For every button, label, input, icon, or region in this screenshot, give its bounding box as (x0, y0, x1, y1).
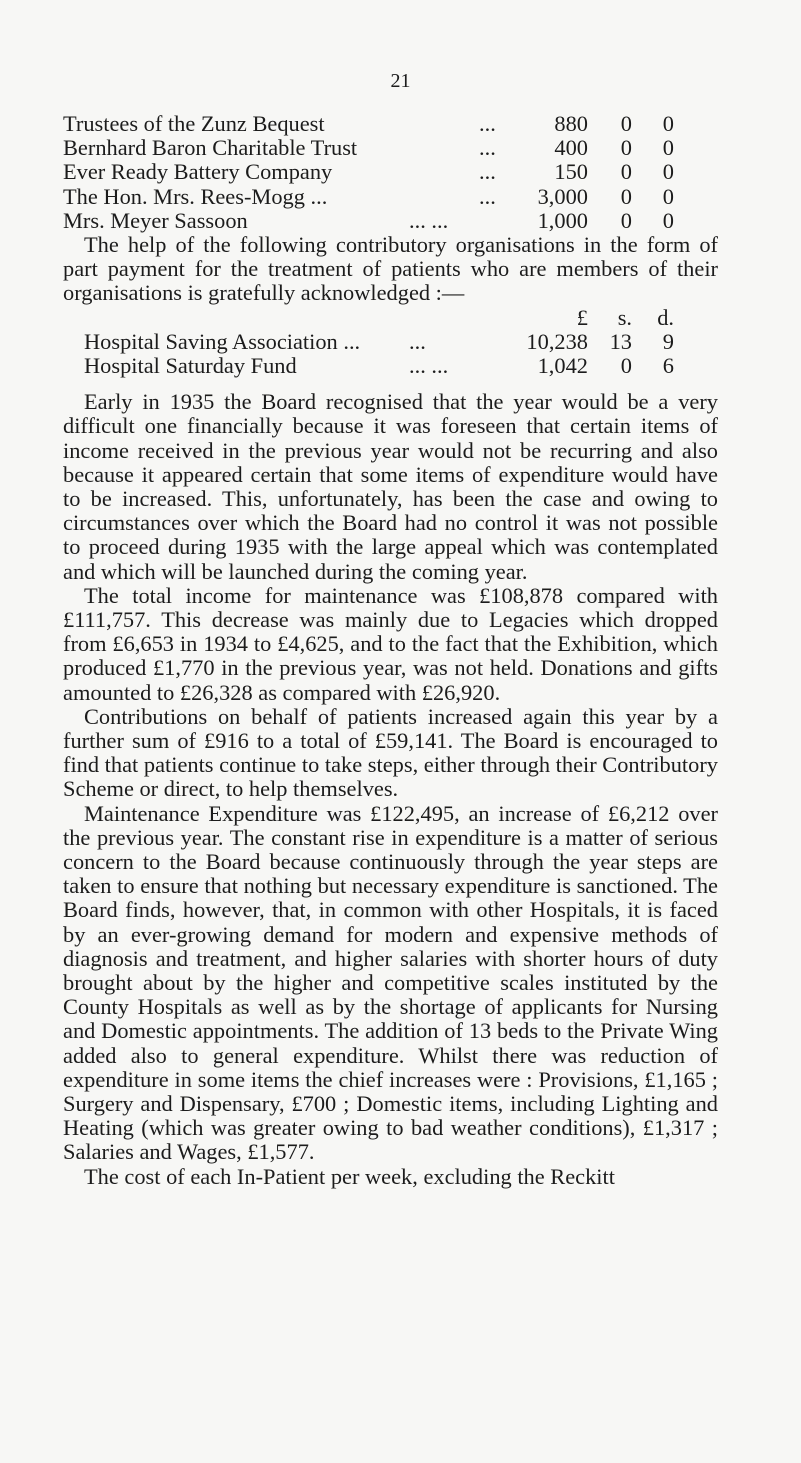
donation-row (63, 209, 718, 233)
donation-shillings: 0 (620, 183, 632, 209)
shillings-header: s. (617, 304, 632, 330)
contribution-pence: 9 (662, 328, 674, 354)
paragraph-contributions: Contributions on behalf of patients increased again this year by a further sum of £916 to a total of £59,141. The Board is encouraged to find that patients continue to take steps, either through their Contributory Scheme or direct, to help themselves. (63, 703, 718, 802)
contributory-row (63, 330, 718, 354)
pence-header: d. (657, 304, 674, 330)
contribution-pounds: 10,238 (526, 328, 588, 354)
donation-shillings: 0 (620, 207, 632, 233)
donation-shillings: 0 (620, 135, 632, 161)
page-content (63, 112, 718, 1189)
donor-name: Ever Ready Battery Company ... (63, 159, 496, 185)
donation-pence: 0 (662, 207, 674, 233)
contribution-shillings: 13 (609, 328, 632, 354)
pounds-header: £ (576, 304, 588, 330)
donation-row (63, 112, 718, 136)
donation-row (63, 136, 718, 160)
donor-name: Bernhard Baron Charitable Trust ... (63, 135, 496, 161)
donor-name: The Hon. Mrs. Rees-Mogg ... ... (63, 183, 496, 209)
donor-name: Mrs. Meyer Sassoon ... ... (63, 207, 449, 233)
contribution-pence: 6 (662, 352, 674, 378)
contributory-row (63, 354, 718, 378)
donation-pounds: 880 (554, 111, 588, 136)
page-number: 21 (390, 70, 411, 92)
donation-pence: 0 (662, 135, 674, 161)
donation-row (63, 185, 718, 209)
donation-pence: 0 (662, 159, 674, 185)
donation-pounds: 150 (554, 159, 588, 185)
paragraph-in-patient-cost: The cost of each In-Patient per week, excluding the Reckitt (84, 1163, 615, 1189)
organisation-name: Hospital Saving Association ... ... (84, 328, 426, 354)
donation-pounds: 3,000 (537, 183, 588, 209)
donor-name: Trustees of the Zunz Bequest ... (63, 111, 496, 136)
paragraph-total-income: The total income for maintenance was £108,878 compared with £111,757. This decrease was mainly due to Legacies which dropped from £6,653 in 1934 to £4,625, and to the fact that the Exhibition, which produced £1,770 in the previous year, was not held. Donations and gifts amounted to £26,328 as compared with £26,920. (63, 582, 718, 705)
paragraph-financial-outlook: Early in 1935 the Board recognised that the year would be a very difficult one financially because it was foreseen that certain items of income received in the previous year would not be recurring and also because it appeared certain that some items of expenditure would have to be increased. This, unfortunately, has been the case and owing to circumstances over which the Board had no control it was not possible to proceed during 1935 with the large appeal which was contemplated and which will be launched during the coming year. (63, 389, 718, 584)
currency-header (63, 306, 718, 330)
donation-row (63, 160, 718, 184)
intro-paragraph: The help of the following contributory organisations in the form of part payment for the treatment of patients who are members of their organisations is gratefully acknowledged :— (63, 231, 718, 306)
donation-pence: 0 (662, 183, 674, 209)
organisation-name: Hospital Saturday Fund ... ... (84, 352, 449, 378)
donation-pence: 0 (662, 111, 674, 136)
donation-shillings: 0 (620, 111, 632, 136)
paragraph-maintenance-expenditure: Maintenance Expenditure was £122,495, an increase of £6,212 over the previous year. The constant rise in expenditure is a matter of serious concern to the Board because continuously through the year steps are taken to ensure that nothing but necessary expenditure is sanctioned. The Board finds, however, that, in common with other Hospitals, it is faced by an ever-growing demand for modern and expensive methods of diagnosis and treatment, and higher salaries with shorter hours of duty brought about by the higher and competitive scales instituted by the County Hospitals as well as by the shortage of applicants for Nursing and Domestic appointments. The addition of 13 beds to the Private Wing added also to general expenditure. Whilst there was reduction of expenditure in some items the chief increases were : Provisions, £1,165 ; Surgery and Dispensary, £700 ; Domestic items, including Lighting and Heating (which was greater owing to bad weather conditions), £1,317 ; Salaries and Wages, £1,577. (63, 800, 718, 1165)
donation-shillings: 0 (620, 159, 632, 185)
contribution-shillings: 0 (620, 352, 632, 378)
donation-pounds: 1,000 (537, 207, 588, 233)
donation-pounds: 400 (554, 135, 588, 161)
donations-table (63, 112, 718, 233)
contribution-pounds: 1,042 (537, 352, 588, 378)
contributory-table (63, 306, 718, 379)
